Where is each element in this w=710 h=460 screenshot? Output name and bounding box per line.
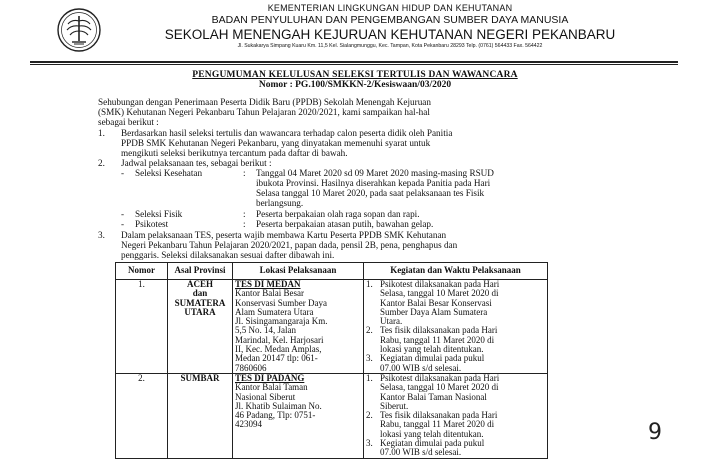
- activity-line: Sumber Daya Alam Sumatera: [380, 306, 488, 317]
- schedule-health-line: ibukota Provinsi. Hasilnya diserahkan kepada Panitia pada Hari: [256, 178, 491, 188]
- row-number: [116, 373, 168, 458]
- point-3-line: Dalam pelaksanaan TES, peserta wajib membawa Kartu Peserta PPDB SMK Kehutanan: [121, 230, 447, 240]
- location-line: Medan 20147 tlp: 061-: [235, 353, 318, 364]
- schedule-table: [115, 262, 548, 459]
- location-line: Kantor Balai Besar: [235, 288, 304, 299]
- schedule-colon: :: [243, 168, 246, 178]
- activity-number: 3.: [366, 438, 373, 449]
- activity-number: 2.: [366, 325, 373, 336]
- location-line: 7860606: [235, 362, 267, 373]
- province-line: SUMBAR: [180, 372, 220, 383]
- activity-line: 07.00 WIB s/d selesai.: [380, 447, 462, 458]
- activity-line: Psikotest dilaksanakan pada Hari: [380, 372, 500, 383]
- schedule-physical-line: Peserta berpakaian olah raga sopan dan rapi.: [256, 209, 420, 219]
- activity-line: Rabu, tanggal 11 Maret 2020 di: [380, 419, 495, 430]
- point-1-line: Berdasarkan hasil seleksi tertulis dan wawancara terhadap calon peserta didik oleh Panitia: [121, 128, 453, 138]
- point-1-line: PPDB SMK Kehutanan Negeri Pekanbaru, yang dinyatakan memenuhi syarat untuk: [121, 138, 431, 148]
- letterhead-rule: [30, 61, 678, 63]
- activity-number: 1.: [366, 279, 373, 289]
- activity-item: [366, 326, 545, 354]
- province-line: UTARA: [184, 306, 216, 317]
- schedule-health-line: Selasa tanggal 10 Maret 2020, pada saat pelaksanaan tes Fisik: [256, 188, 485, 198]
- location-line: 423094: [235, 419, 262, 430]
- row-province: [168, 373, 233, 458]
- activity-number: 2.: [366, 410, 373, 421]
- activity-line: 07.00 WIB s/d selesai.: [380, 362, 462, 373]
- announcement-number: Nomor : PG.100/SMKKN-2/Kesiswaan/03/2020: [258, 80, 452, 90]
- table-row: [116, 373, 548, 458]
- schedule-colon: :: [243, 219, 246, 229]
- activity-line: Psikotest dilaksanakan pada Hari: [380, 279, 500, 289]
- row-location: [233, 280, 364, 374]
- row-province: [168, 280, 233, 374]
- schedule-health-line: Tanggal 04 Maret 2020 sd 09 Maret 2020 masing-masing RSUD: [256, 168, 494, 178]
- activity-line: Utara.: [380, 316, 403, 327]
- schedule-label-health: Seleksi Kesehatan: [135, 168, 203, 178]
- location-line: Jl. Sisingamangaraja Km.: [235, 316, 328, 327]
- point-3-line: penggaris. Seleksi dilaksanakan sesuai dafter dibawah ini.: [121, 250, 335, 260]
- row-location: [233, 373, 364, 458]
- location-line: 46 Padang, Tlp: 0751-: [235, 410, 316, 421]
- schedule-health-line: berlangsung.: [256, 198, 304, 208]
- header-asal-provinsi: Asal Provinsi: [168, 263, 233, 280]
- province-line: ACEH: [186, 279, 213, 289]
- ministry-name: KEMENTERIAN LINGKUNGAN HIDUP DAN KEHUTANAN: [267, 3, 513, 13]
- activity-line: Kegiatan dimulai pada pukul: [380, 438, 485, 449]
- activity-line: Siberut.: [380, 400, 409, 411]
- letterhead: [110, 4, 670, 49]
- tree-emblem-icon: [56, 7, 102, 53]
- agency-name: BADAN PENYULUHAN DAN PENGEMBANGAN SUMBER DAYA MANUSIA: [211, 14, 569, 26]
- activity-line: Tes fisik dilaksanakan pada Hari: [380, 325, 498, 336]
- activity-line: Kegiatan dimulai pada pukul: [380, 353, 485, 364]
- activity-item: [366, 411, 545, 439]
- activity-line: Selasa, tanggal 10 Maret 2020 di: [380, 288, 499, 299]
- schedule-colon: :: [243, 209, 246, 219]
- location-line: 5,5 No. 14, Jalan: [235, 325, 296, 336]
- province-line: dan: [192, 288, 208, 299]
- row-number: [116, 280, 168, 374]
- row-number-text: 2.: [138, 372, 145, 383]
- location-line: Jl. Khatib Sulaiman No.: [235, 400, 322, 411]
- school-address: Jl. Sukakarya Simpang Kuaru Km. 11,5 Kel. Sialangmunggu, Kec. Tampan, Kota Pekanbaru 28293 Telp. (0761) 564433 Fax. 564422: [237, 43, 543, 49]
- location-line: Kantor Balai Taman: [235, 382, 308, 393]
- location-line: Konservasi Sumber Daya: [235, 297, 327, 308]
- letterhead-rule-thin: [30, 64, 678, 65]
- intro-line: (SMK) Kehutanan Negeri Pekanbaru Tahun Pelajaran 2020/2021, kami sampaikan hal-hal: [98, 107, 430, 117]
- location-line: Nasional Siberut: [235, 391, 296, 402]
- row-number-text: 1.: [138, 279, 145, 289]
- activity-line: Kantor Balai Taman Nasional: [380, 391, 487, 402]
- point-3-line: Negeri Pekanbaru Tahun Pelajaran 2020/2021, papan dada, pensil 2B, pena, penghapus dan: [121, 240, 458, 250]
- row-activities: [364, 280, 548, 374]
- schedule-label-physical: Seleksi Fisik: [135, 209, 183, 219]
- header-lokasi: Lokasi Pelaksanaan: [233, 263, 364, 280]
- schedule-dash: -: [121, 219, 125, 229]
- province-line: SUMATERA: [174, 297, 226, 308]
- location-line: II, Kec. Medan Amplas,: [235, 344, 322, 355]
- location-line: Alam Sumatera Utara: [235, 306, 314, 317]
- header-nomor: Nomor: [116, 263, 168, 280]
- location-line: Marindal, Kel. Harjosari: [235, 334, 324, 345]
- activity-item: [366, 374, 545, 411]
- schedule-dash: -: [121, 168, 125, 178]
- activity-number: 1.: [366, 372, 373, 383]
- location-title: TES DI PADANG: [235, 372, 305, 383]
- activity-item: [366, 280, 545, 326]
- row-activities: [364, 373, 548, 458]
- schedule-dash: -: [121, 209, 125, 219]
- activity-item: [366, 439, 545, 458]
- school-name: SEKOLAH MENENGAH KEJURUAN KEHUTANAN NEGERI PEKANBARU: [164, 26, 616, 42]
- header-kegiatan: Kegiatan dan Waktu Pelaksanaan: [364, 263, 548, 280]
- activity-line: Rabu, tanggal 11 Maret 2020 di: [380, 334, 495, 345]
- schedule-label-psychotest: Psikotest: [135, 219, 169, 229]
- table-header-row: [116, 263, 548, 280]
- activity-line: lokasi yang telah ditentukan.: [380, 344, 484, 355]
- schedule-heading: Jadwal pelaksanaan tes, sebagai berikut :: [121, 158, 272, 168]
- point-number: 1.: [98, 128, 105, 138]
- intro-line: Sehubungan dengan Penerimaan Peserta Didik Baru (PPDB) Sekolah Menengah Kejuruan: [98, 97, 431, 107]
- schedule-psychotest-line: Peserta berpakaian atasan putih, bawahan gelap.: [256, 219, 434, 229]
- activity-number: 3.: [366, 353, 373, 364]
- activity-line: Tes fisik dilaksanakan pada Hari: [380, 410, 498, 421]
- activity-line: Kantor Balai Besar Konservasi: [380, 297, 492, 308]
- activity-line: Selasa, tanggal 10 Maret 2020 di: [380, 382, 499, 393]
- announcement-title: PENGUMUMAN KELULUSAN SELEKSI TERTULIS DAN WAWANCARA: [192, 70, 518, 80]
- table-row: [116, 280, 548, 374]
- activity-item: [366, 354, 545, 373]
- location-title: TES DI MEDAN: [235, 279, 301, 289]
- point-number: 2.: [98, 158, 105, 168]
- page-mark: 9: [648, 420, 662, 445]
- point-number: 3.: [98, 230, 105, 240]
- intro-line: sebagai berikut :: [98, 117, 159, 127]
- point-1-line: mengikuti seleksi berikutnya tercantum pada daftar di bawah.: [121, 148, 348, 158]
- activity-line: lokasi yang telah ditentukan.: [380, 428, 484, 439]
